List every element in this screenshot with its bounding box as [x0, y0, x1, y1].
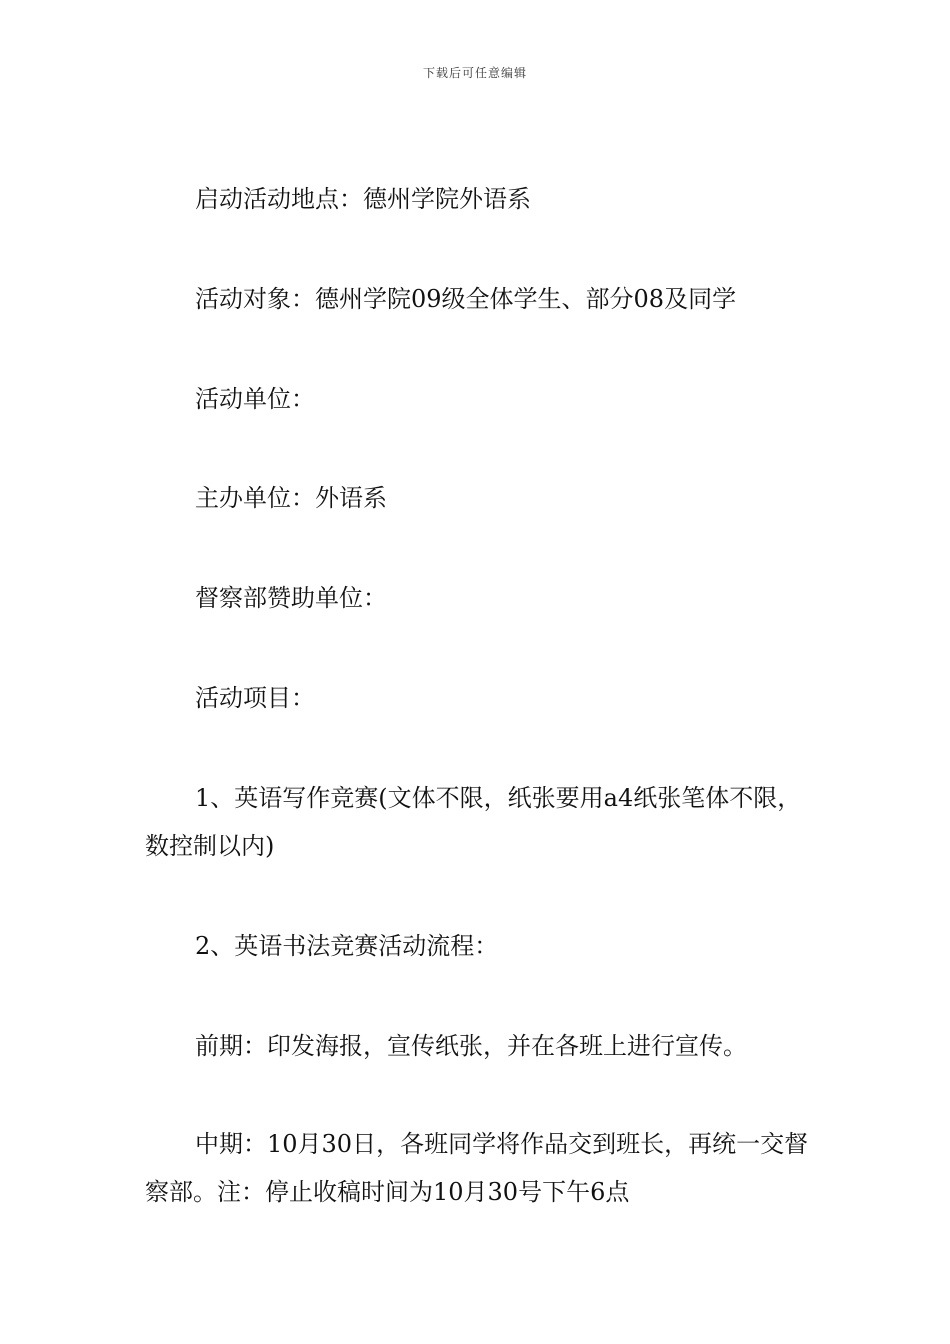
- paragraph-location: 启动活动地点：德州学院外语系: [195, 185, 531, 213]
- paragraph-units: 活动单位：: [195, 385, 315, 413]
- paragraph-mid-phase: 中期：10月30日，各班同学将作品交到班长，再统一交督察部。注：停止收稿时间为10月30号下午6点: [145, 1130, 809, 1206]
- page-header: 下载后可任意编辑: [422, 66, 527, 80]
- paragraph-projects: 活动项目：: [195, 684, 315, 712]
- paragraph-early-phase: 前期：印发海报，宣传纸张，并在各班上进行宣传。: [195, 1032, 747, 1060]
- paragraph-audience: 活动对象：德州学院09级全体学生、部分08及同学: [195, 285, 737, 313]
- paragraph-organizer: 主办单位：外语系: [195, 484, 387, 512]
- paragraph-sponsor: 督察部赞助单位：: [195, 584, 387, 612]
- paragraph-project-2: 2、英语书法竞赛活动流程：: [195, 932, 499, 960]
- paragraph-project-1: 1、英语写作竞赛(文体不限，纸张要用a4纸张笔体不限，数控制以内): [145, 784, 802, 860]
